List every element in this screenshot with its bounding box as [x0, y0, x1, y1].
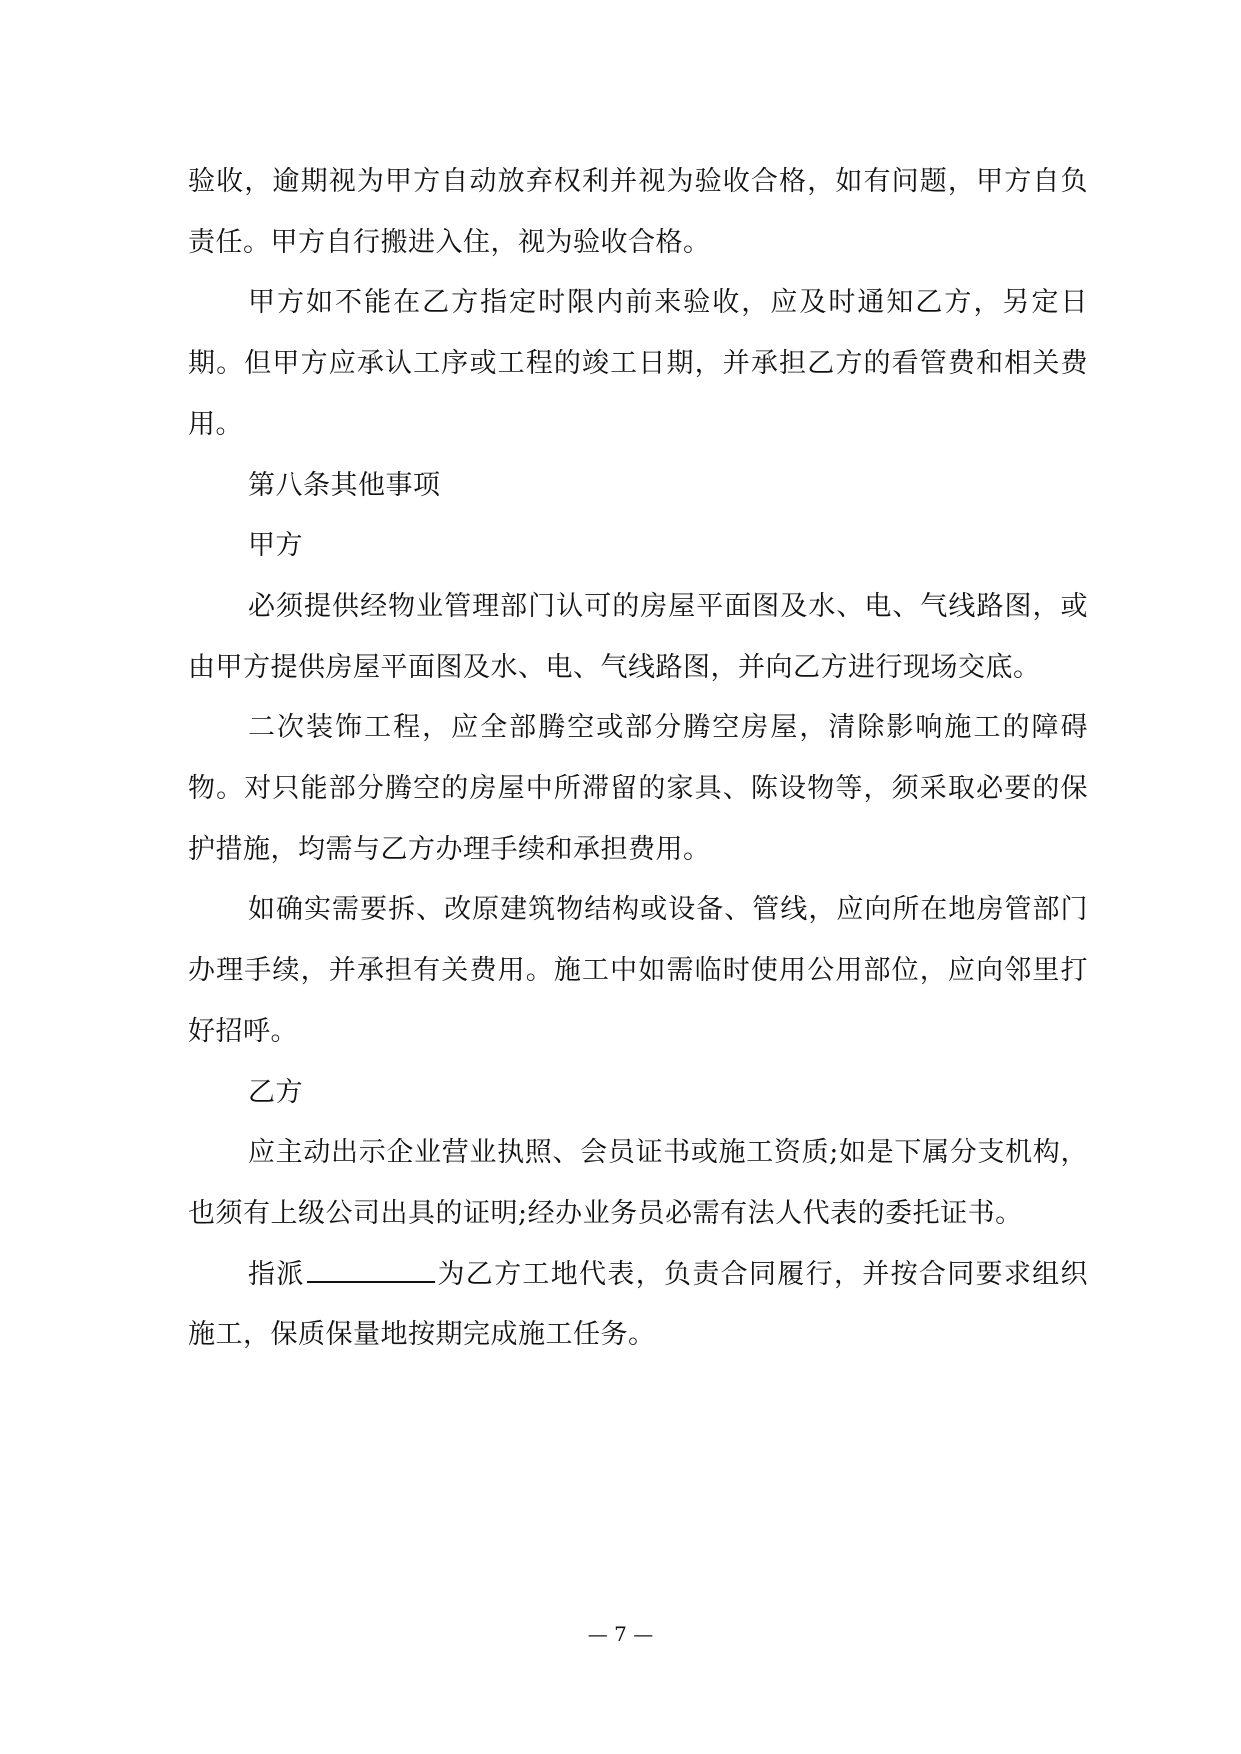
paragraph-acceptance-delay: 甲方如不能在乙方指定时限内前来验收，应及时通知乙方，另定日期。但甲方应承认工序或工程的竣工日期，并承担乙方的看管费和相关费用。 — [188, 287, 1088, 440]
section-heading-article-8: 第八条其他事项 — [248, 469, 441, 501]
paragraph-party-b-license: 应主动出示企业营业执照、会员证书或施工资质;如是下属分支机构，也须有上级公司出具的证明;经办业务员必需有法人代表的委托证书。 — [188, 1137, 1088, 1229]
paragraph-party-a-clearing: 二次装饰工程，应全部腾空或部分腾空房屋，清除影响施工的障碍物。对只能部分腾空的房屋中所滞留的家具、陈设物等，须采取必要的保护措施，均需与乙方办理手续和承担费用。 — [188, 712, 1088, 865]
assign-text-before: 指派 — [248, 1258, 305, 1290]
paragraph-party-a-drawings: 必须提供经物业管理部门认可的房屋平面图及水、电、气线路图，或由甲方提供房屋平面图及水、电、气线路图，并向乙方进行现场交底。 — [188, 590, 1088, 683]
page-number: — 7 — — [587, 1622, 654, 1646]
document-body — [188, 152, 1088, 1366]
assign-text-after: 为乙方工地代表，负责合同履行，并按合同要求组织施工，保质保量地按期完成施工任务。 — [188, 1258, 1088, 1351]
paragraph-party-b-representative — [188, 1245, 1088, 1366]
subheading-party-b: 乙方 — [248, 1076, 303, 1108]
paragraph-acceptance-continued: 验收，逾期视为甲方自动放弃权利并视为验收合格，如有问题，甲方自负责任。甲方自行搬进入住，视为验收合格。 — [188, 166, 1088, 258]
representative-name-blank — [307, 1257, 435, 1283]
paragraph-party-a-structure: 如确实需要拆、改原建筑物结构或设备、管线，应向所在地房管部门办理手续，并承担有关费用。施工中如需临时使用公用部位，应向邻里打好招呼。 — [188, 894, 1088, 1047]
subheading-party-a: 甲方 — [248, 530, 303, 562]
